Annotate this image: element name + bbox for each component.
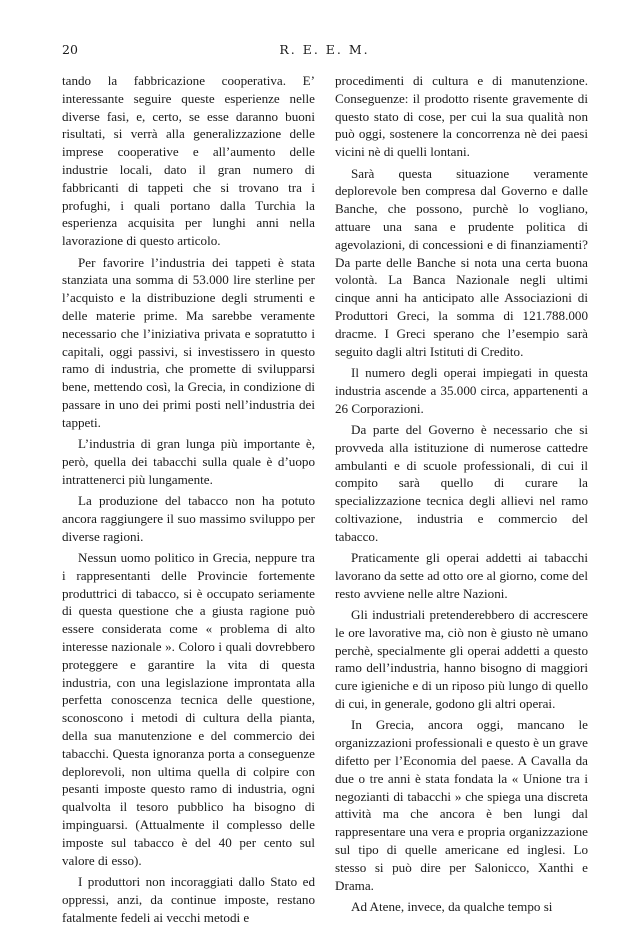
paragraph: Gli industriali pretenderebbero di accrescere le ore lavorative ma, ciò non è giusto nè umano perchè, specialmente gli operai addetti a questo ramo dell’industria, hanno bisogno di maggiori cure igieniche e di un riposo più lungo di quello di cui, in generale, godono gli altri operai. <box>335 607 588 712</box>
paragraph: L’industria di gran lunga più importante è, però, quella dei tabacchi sulla quale è d’uopo intrattenerci più lungamente. <box>62 436 315 487</box>
paragraph: Il numero degli operai impiegati in questa industria ascende a 35.000 circa, appartenenti a 26 Corporazioni. <box>335 364 588 416</box>
right-column <box>335 72 588 919</box>
paragraph: procedimenti di cultura e di manutenzione. Conseguenze: il prodotto risente gravemente di questo stato di cose, per cui la sua qualità non può oggi, sostenere la concorrenza nè dei paesi vicini nè di quelli lontani. <box>335 73 588 160</box>
page-number: 20 <box>62 42 78 57</box>
left-column <box>62 72 315 930</box>
page-header <box>62 42 587 62</box>
paragraph: Sarà questa situazione veramente deplorevole ben compresa dal Governo e dalle Banche, che possono, purchè lo vogliano, attuare una sana e prudente politica di agevolazioni, di concessioni e di finanziamenti? Da parte delle Banche si nota una certa buona volontà. La Banca Nazionale negli ultimi cinque anni ha anticipato alle Associazioni di Produttori Greci, la somma di 121.788.000 dracme. I Greci sperano che l’esempio sarà seguito dagli altri Istituti di Credito. <box>335 165 588 359</box>
paragraph: La produzione del tabacco non ha potuto ancora raggiungere il suo massimo sviluppo per diverse ragioni. <box>62 493 315 544</box>
paragraph: Nessun uomo politico in Grecia, neppure tra i rappresentanti delle Provincie fortemente produttrici di tabacco, si è occupato seriamente di questa questione che a giusta ragione può essere considerata come « problema di alto interesse nazionale ». Coloro i quali dovrebbero proteggere e garantire la vita di questa industria, con una legislazione improntata alla perfetta conoscenza tecnica delle questione, sconoscono i metodi di cultura della pianta, della sua manutenzione e del commercio dei tabacchi. Questa ignoranza porta a conseguenze deplorevoli, non ultima quella di colpire con pesanti imposte questo ramo di industria, ogni qualvolta il tesoro pubblico ha bisogno di impinguarsi. (Attualmente il complesso delle imposte sul tabacco è del 40 per cento sul valore di esso). <box>62 550 315 868</box>
paragraph: Da parte del Governo è necessario che si provveda alla istituzione di numerose cattedre ambulanti e di scuole professionali, di cui il compito sarà quello di curare la specializzazione tecnica degli allievi nel ramo coltivazione, industria e commercio del tabacco. <box>335 421 588 544</box>
paragraph: In Grecia, ancora oggi, mancano le organizzazioni professionali e questo è un grave difetto per l’Economia del paese. A Cavalla da due o tre anni è stata fondata la « Unione tra i negozianti di tabacchi » che spiega una discreta attività ma che ancora è ben lungi dal rappresentare una vera e propria organizzazione sul tipo di quelle americane ed inglesi. Lo stesso si può dire per Salonicco, Xanthi e Drama. <box>335 717 588 893</box>
paragraph: Per favorire l’industria dei tappeti è stata stanziata una somma di 53.000 lire sterline per l’acquisto e la distribuzione degli strumenti e delle materie prime. Ma sarebbe veramente necessario che l’iniziativa privata e sopratutto i capitali, oggi passivi, si investissero in questo ramo di industria, che promette di svilupparsi bene, mettendo così, la Grecia, in condizione di passare in uno dei primi posti nell’industria dei tappeti. <box>62 254 315 430</box>
paragraph: Ad Atene, invece, da qualche tempo si <box>351 899 553 915</box>
paragraph: I produttori non incoraggiati dallo Stato ed oppressi, anzi, da continue imposte, restano fatalmente fedeli ai vecchi metodi e <box>62 874 315 925</box>
paragraph: tando la fabbricazione cooperativa. E’ interessante seguire queste esperienze nelle diverse fasi, e, certo, se esse daranno buoni risultati, si verrà alla generalizzazione delle imprese cooperative e all’aumento delle industrie locali, dato il gran numero di fabbricanti di tappeti che si trovano tra i profughi, i quali portano dalla Turchia la esperienza acquisita per lunghi anni nella lavorazione di questo articolo. <box>62 73 315 249</box>
paragraph: Praticamente gli operai addetti ai tabacchi lavorano da sette ad otto ore al giorno, come del resto avviene nelle altre Nazioni. <box>335 550 588 601</box>
running-head: R. E. E. M. <box>279 42 370 57</box>
